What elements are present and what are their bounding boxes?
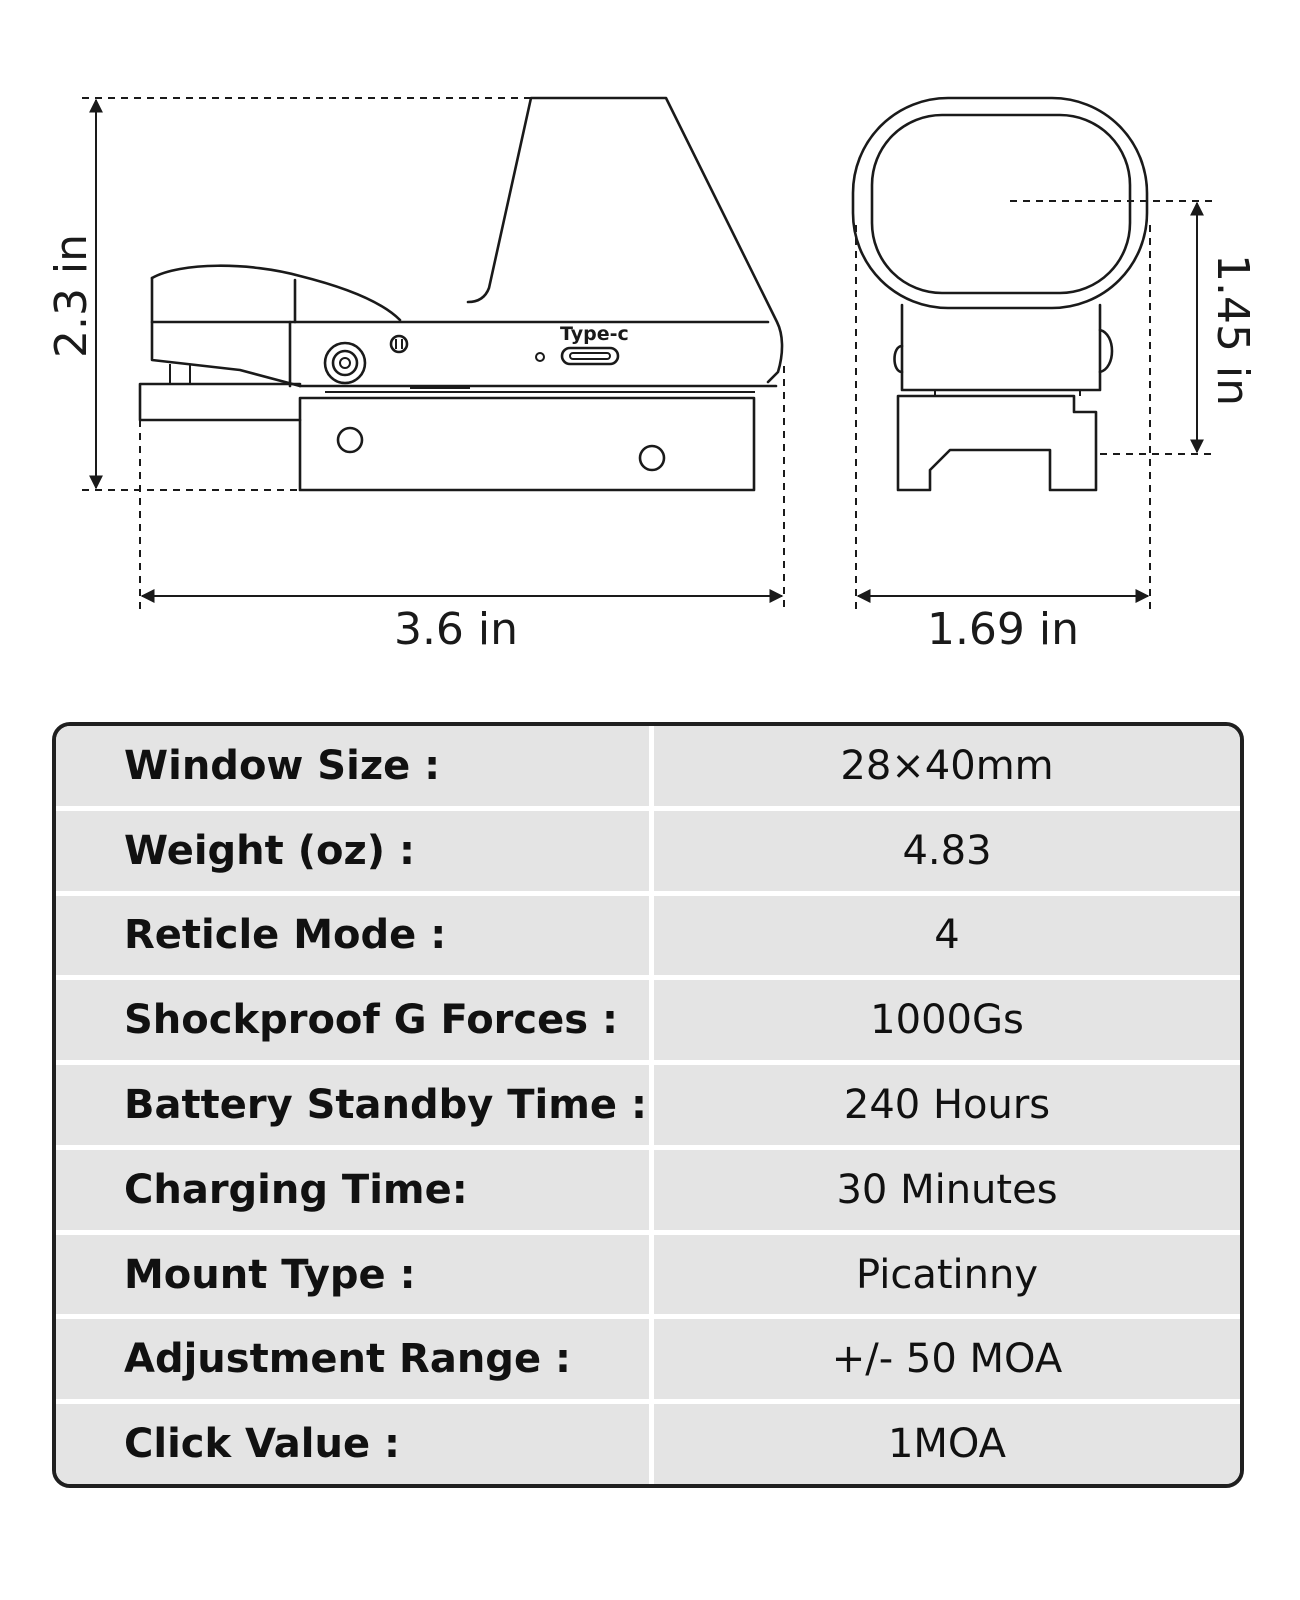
height-label: 2.3 in: [46, 233, 97, 359]
spec-value: 4: [654, 896, 1240, 976]
spec-label: Weight (oz) :: [56, 811, 654, 891]
spec-row-reticle-mode: [56, 896, 1240, 981]
spec-row-window-size: [56, 726, 1240, 811]
spec-value: 4.83: [654, 811, 1240, 891]
spec-value: 240 Hours: [654, 1065, 1240, 1145]
spec-row-battery-standby: [56, 1065, 1240, 1150]
length-label: 3.6 in: [393, 604, 519, 655]
spec-row-click-value: [56, 1404, 1240, 1484]
spec-label: Click Value :: [56, 1404, 654, 1484]
spec-row-shockproof: [56, 980, 1240, 1065]
spec-table: [52, 722, 1244, 1488]
dimension-lines: [82, 98, 1212, 610]
spec-label: Shockproof G Forces :: [56, 980, 654, 1060]
spec-value: 28×40mm: [654, 726, 1240, 806]
spec-row-charging-time: [56, 1150, 1240, 1235]
spec-label: Charging Time:: [56, 1150, 654, 1230]
rail-height-label: 1.45 in: [1207, 253, 1258, 407]
spec-row-adjustment-range: [56, 1319, 1240, 1404]
spec-value: Picatinny: [654, 1235, 1240, 1315]
spec-value: 1000Gs: [654, 980, 1240, 1060]
spec-value: 30 Minutes: [654, 1150, 1240, 1230]
spec-label: Mount Type :: [56, 1235, 654, 1315]
spec-value: 1MOA: [654, 1404, 1240, 1484]
port-label: Type-c: [560, 323, 629, 345]
side-view: [140, 98, 782, 490]
width-label: 1.69 in: [926, 604, 1080, 655]
spec-label: Window Size :: [56, 726, 654, 806]
dimension-drawing: [0, 0, 1300, 700]
spec-label: Battery Standby Time :: [56, 1065, 654, 1145]
spec-row-mount-type: [56, 1235, 1240, 1320]
front-view: [853, 98, 1147, 490]
spec-label: Reticle Mode :: [56, 896, 654, 976]
spec-value: +/- 50 MOA: [654, 1319, 1240, 1399]
spec-row-weight: [56, 811, 1240, 896]
spec-label: Adjustment Range :: [56, 1319, 654, 1399]
